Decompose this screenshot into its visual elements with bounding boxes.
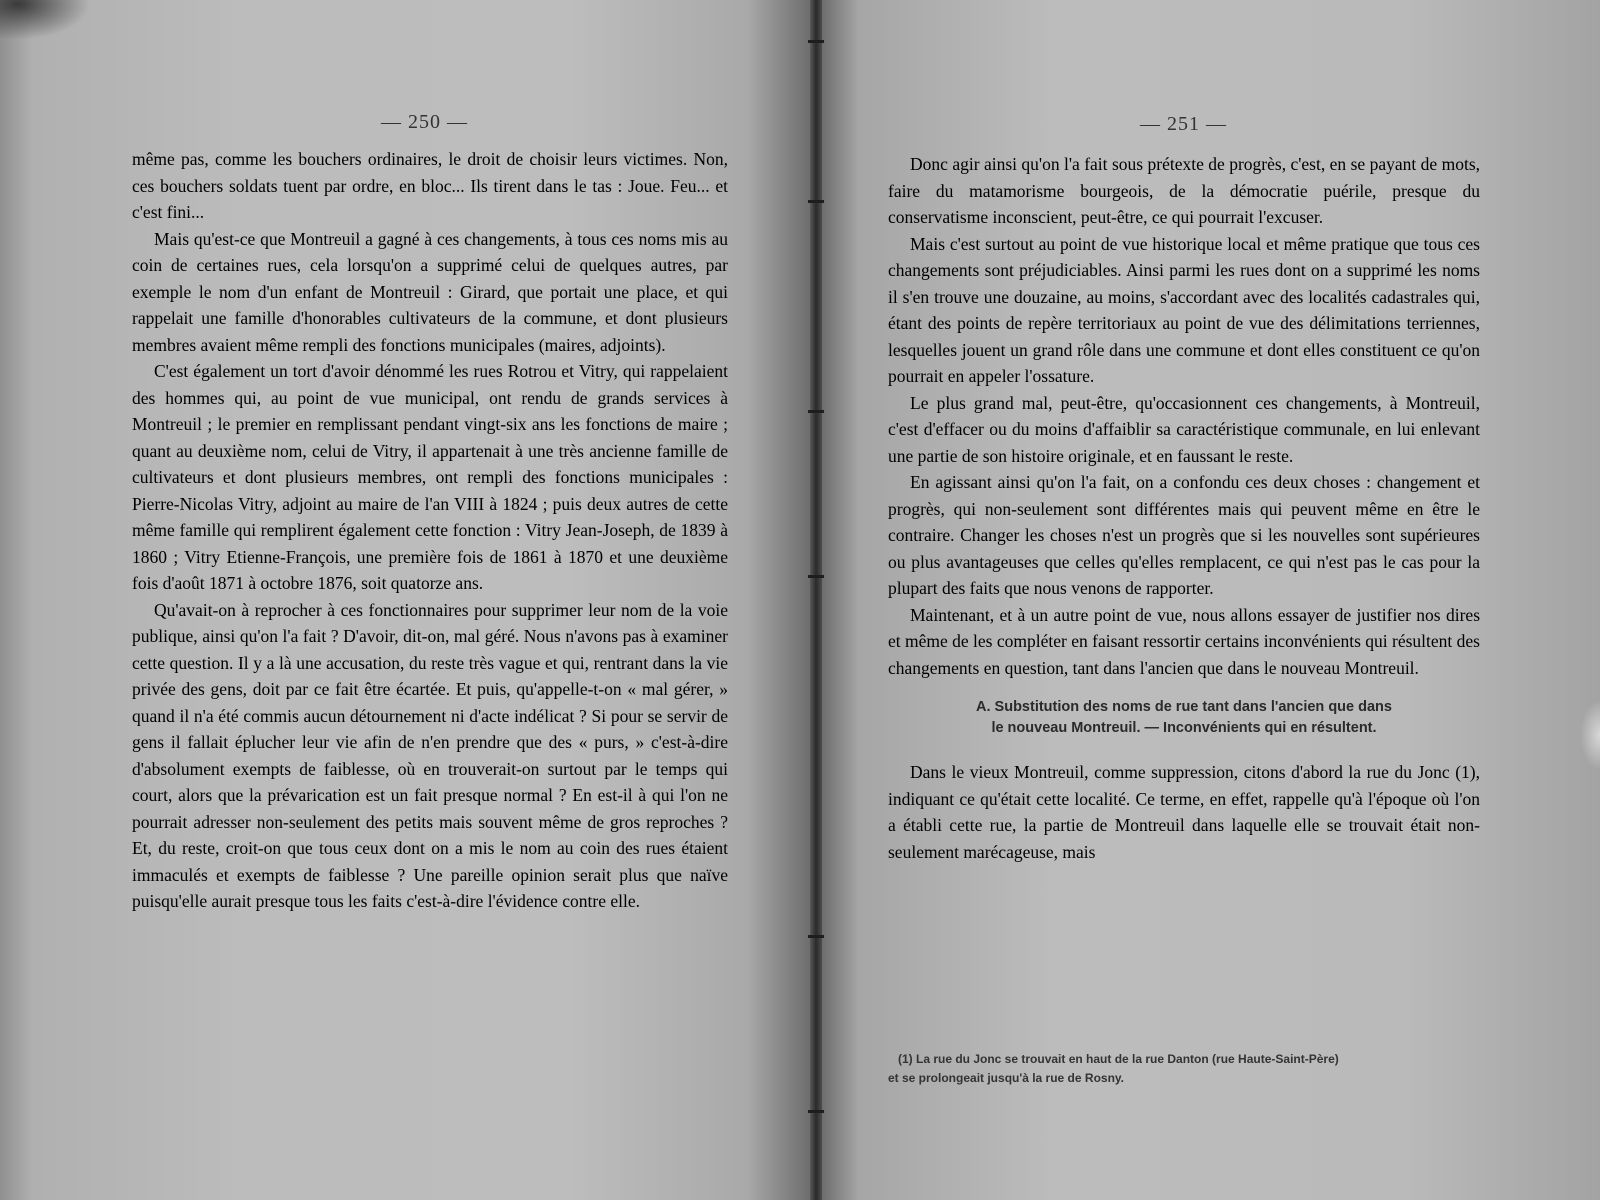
binding-stitch xyxy=(808,40,824,43)
section-heading-line: le nouveau Montreuil. — Inconvénients qui en résultent. xyxy=(991,720,1377,736)
right-page-text xyxy=(888,151,1480,865)
paragraph: En agissant ainsi qu'on l'a fait, on a confondu ces deux choses : changement et progrès, qui non-seulement sont différentes mais qui peuvent même en être le contraire. Changer les choses n'est un progrès que si les nouvelles sont supérieures ou plus avantageuses que celles qu'elles remplacent, ce qui n'est pas le cas pour la plupart des faits que nous venons de rapporter. xyxy=(888,472,1480,598)
footnote-line: (1) La rue du Jonc se trouvait en haut de la rue Danton (rue Haute-Saint-Père) xyxy=(898,1052,1339,1066)
paragraph: Qu'avait-on à reprocher à ces fonctionnaires pour supprimer leur nom de la voie publique, ainsi qu'on l'a fait ? D'avoir, dit-on, mal géré. Nous n'avons pas à examiner cette question. Il y a là une accusation, du reste très vague et qui, rentrant dans la vie privée des gens, doit par ce fait être écartée. Et puis, qu'appelle-t-on « mal gérer, » quand il n'a été commis aucun détournement ni d'acte indélicat ? Si pour se servir de gens il fallait éplucher leur vie afin de n'en prendre que des « purs, » c'est-à-dire d'absolument exempts de faiblesse, où en trouverait-on surtout par le temps qui court, alors que la prévarication est un fait presque normal ? En est-il à qui l'on ne pourrait adresser non-seulement des petits mais souvent même de gros reproches ? Et, du reste, croit-on que tous ceux dont on a mis le nom au coin des rues étaient immaculés et exempts de faiblesse ? Une pareille opinion serait plus que naïve puisqu'elle aurait presque tous les faits c'est-à-dire l'évidence contre elle. xyxy=(132,599,728,911)
paragraph: Dans le vieux Montreuil, comme suppression, citons d'abord la rue du Jonc (1), indiquant ce qu'était cette localité. Ce terme, en effet, rappelle qu'à l'époque où l'on a établi cette rue, la partie de Montreuil dans laquelle elle se trouvait était non-seulement marécageuse, mais xyxy=(888,762,1480,862)
paragraph: Donc agir ainsi qu'on l'a fait sous prétexte de progrès, c'est, en se payant de mots, faire du matamorisme bourgeois, de la démocratie puérile, presque du conservatisme inconscient, peut-être, ce qui pourrait l'excuser. xyxy=(888,154,1480,227)
book-gutter xyxy=(810,0,822,1200)
footnote-line: et se prolongeait jusqu'à la rue de Rosny. xyxy=(888,1071,1125,1085)
binding-stitch xyxy=(808,1110,824,1113)
paragraph: C'est également un tort d'avoir dénommé les rues Rotrou et Vitry, qui rappelaient des hommes qui, au point de vue municipal, ont rendu de grands services à Montreuil ; le premier en remplissant pendant vingt-six ans les fonctions de maire ; quant au deuxième nom, celui de Vitry, il appartenait à une très ancienne famille de cultivateurs et dont plusieurs membres, ont rempli des fonctions municipales : Pierre-Nicolas Vitry, adjoint au maire de l'an VIII à 1824 ; puis deux autres de cette même famille qui remplirent également cette fonction : Vitry Jean-Joseph, de 1839 à 1860 ; Vitry Etienne-François, une première fois de 1861 à 1870 et une deuxième fois d'août 1871 à octobre 1876, soit quatorze ans. xyxy=(132,361,728,593)
page-edge-highlight xyxy=(1580,700,1600,770)
binding-stitch xyxy=(808,935,824,938)
section-heading xyxy=(888,697,1480,739)
paragraph: Maintenant, et à un autre point de vue, nous allons essayer de justifier nos dires et même de les compléter en faisant ressortir certains inconvénients qui résultent des changements en question, tant dans l'ancien que dans le nouveau Montreuil. xyxy=(888,604,1480,678)
page-number-right: — 251 — xyxy=(1140,113,1227,135)
left-page-text xyxy=(132,146,728,915)
page-number-left: — 250 — xyxy=(381,111,468,133)
footnote xyxy=(888,1050,1480,1088)
paragraph: Le plus grand mal, peut-être, qu'occasionnent ces changements, à Montreuil, c'est d'effacer ou du moins d'affaiblir sa caractéristique communale, en lui enlevant une partie de son histoire originale, et en faussant le reste. xyxy=(888,392,1480,466)
section-heading-line: A. Substitution des noms de rue tant dans l'ancien que dans xyxy=(976,699,1392,715)
paragraph: même pas, comme les bouchers ordinaires, le droit de choisir leurs victimes. Non, ces bouchers soldats tuent par ordre, en bloc... Ils tirent dans le tas : Joue. Feu... et c'est fini... xyxy=(132,149,728,222)
binding-stitch xyxy=(808,200,824,203)
paragraph: Mais c'est surtout au point de vue historique local et même pratique que tous ces changements sont préjudiciables. Ainsi parmi les rues dont on a supprimé les noms il s'en trouve une douzaine, au moins, s'accordant avec des localités cadastrales qui, étant des points de repère territoriaux au point de vue des délimitations terriennes, lesquelles jouent un grand rôle dans une commune et dont elles constituent ce qu'on pourrait en appeler l'ossature. xyxy=(888,233,1480,386)
binding-stitch xyxy=(808,410,824,413)
paragraph: Mais qu'est-ce que Montreuil a gagné à ces changements, à tous ces noms mis au coin de certaines rues, cela lorsqu'on a supprimé celui de quelques autres, par exemple le nom d'un enfant de Montreuil : Girard, que portait une place, et qui rappelait une famille d'honorables cultivateurs de la commune, et dont plusieurs membres avaient même rempli des fonctions municipales (maires, adjoints). xyxy=(132,228,728,355)
corner-shadow xyxy=(0,0,90,40)
binding-stitch xyxy=(808,575,824,578)
